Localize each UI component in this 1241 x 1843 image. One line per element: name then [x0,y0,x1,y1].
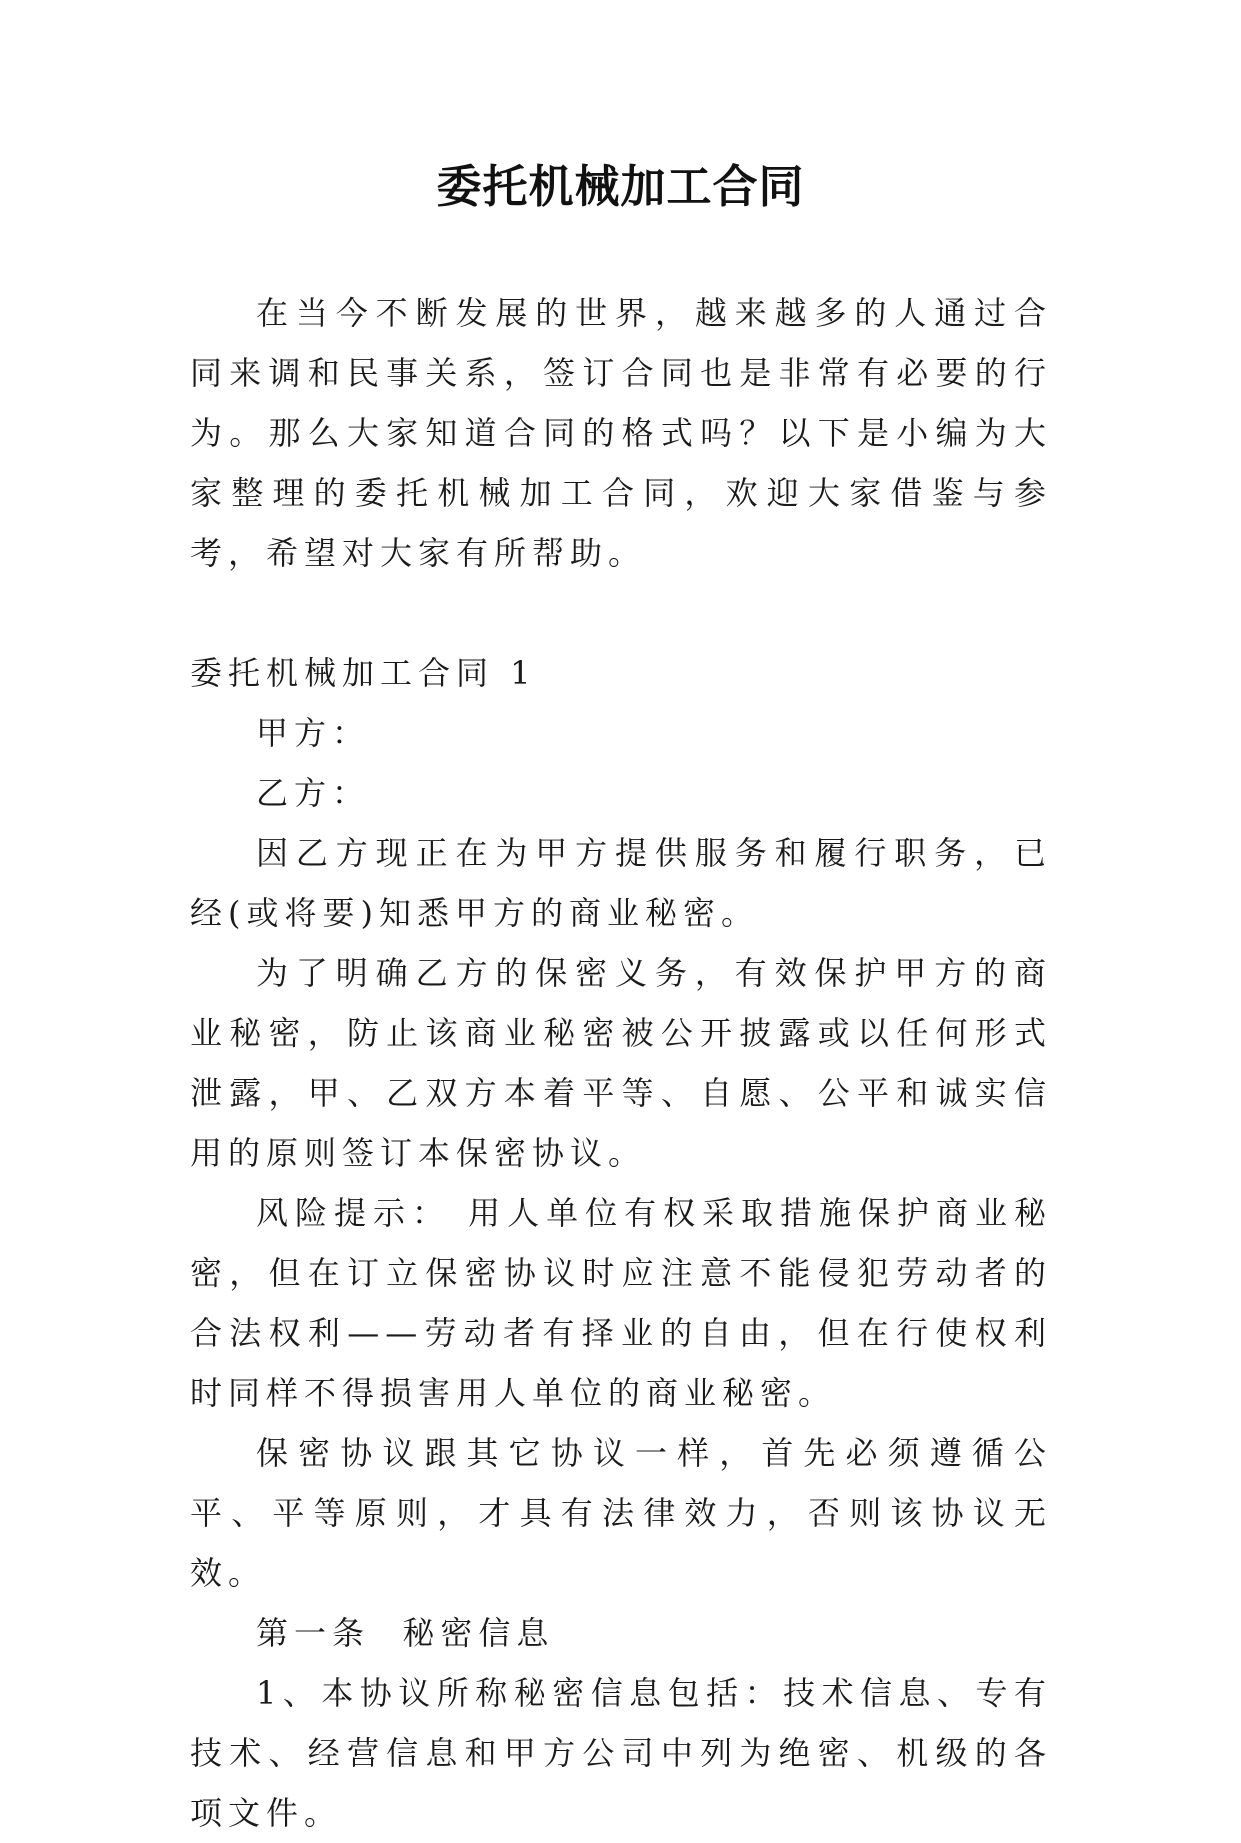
article-clause: 1、本协议所称秘密信息包括：技术信息、专有技术、经营信息和甲方公司中列为绝密、机级的各项文件。 [190,1674,1052,1832]
paragraph-gap [190,583,1052,643]
party-b-label: 乙方： [256,774,371,812]
body-paragraph: 为了明确乙方的保密义务，有效保护甲方的商业秘密，防止该商业秘密被公开披露或以任何形式泄露，甲、乙双方本着平等、自愿、公平和诚实信用的原则签订本保密协议。 [190,954,1052,1172]
document-title: 委托机械加工合同 [436,160,805,213]
risk-notice-paragraph: 风险提示： 用人单位有权采取措施保护商业秘密，但在订立保密协议时应注意不能侵犯劳动者的合法权利——劳动者有择业的自由，但在行使权利时同样不得损害用人单位的商业秘密。 [190,1194,1052,1412]
party-a-label: 甲方： [256,714,371,752]
document-body [190,283,1052,1843]
intro-paragraph: 在当今不断发展的世界，越来越多的人通过合同来调和民事关系，签订合同也是非常有必要的行为。那么大家知道合同的格式吗？以下是小编为大家整理的委托机械加工合同，欢迎大家借鉴与参考，希望对大家有所帮助。 [190,294,1052,572]
body-paragraph: 因乙方现正在为甲方提供服务和履行职务，已经(或将要)知悉甲方的商业秘密。 [190,834,1052,932]
section-heading: 委托机械加工合同 1 [190,654,537,692]
article-heading: 第一条 秘密信息 [256,1614,555,1652]
body-paragraph: 保密协议跟其它协议一样，首先必须遵循公平、平等原则，才具有法律效力，否则该协议无效。 [190,1434,1052,1592]
